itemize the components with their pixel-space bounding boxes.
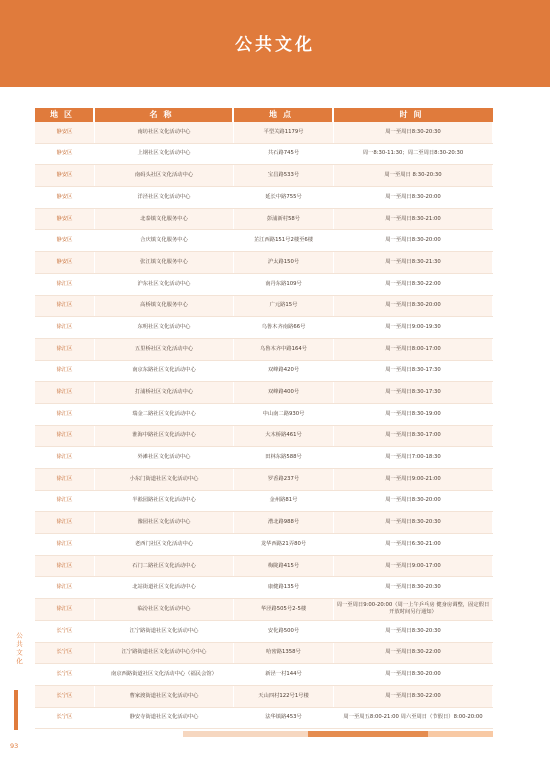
cell-name: 北泰镇文化服务中心 <box>95 209 234 230</box>
cell-name: 张江镇文化服务中心 <box>95 252 234 273</box>
cell-name: 曹家渡街道社区文化活动中心 <box>95 686 234 707</box>
cell-address: 宝昌路533号 <box>234 165 334 186</box>
cell-name: 瑞金二路社区文化活动中心 <box>95 404 234 425</box>
cell-hours: 周一至周日9:00-21:00 <box>334 469 493 490</box>
cell-hours: 周一至周日8:30-20:30 <box>334 512 493 533</box>
cell-address: 彭浦新村58号 <box>234 209 334 230</box>
cell-address: 芷江西路151号2楼至6楼 <box>234 230 334 251</box>
table-row <box>35 404 493 426</box>
cell-hours: 周一至周日8:30-20:30 <box>334 621 493 642</box>
cell-district: 徐汇区 <box>35 599 95 620</box>
cell-district: 徐汇区 <box>35 296 95 317</box>
cell-name: 半淞园路社区文化活动中心 <box>95 491 234 512</box>
cell-hours: 周一至周日8:00-17:00 <box>334 339 493 360</box>
cell-district: 静安区 <box>35 230 95 251</box>
table-row <box>35 274 493 296</box>
table-row <box>35 252 493 274</box>
table-row <box>35 469 493 491</box>
cell-address: 康健路135号 <box>234 577 334 598</box>
cell-name: 南码头社区文化活动中心 <box>95 165 234 186</box>
cell-hours: 周一至周日8:30-22:00 <box>334 643 493 664</box>
page-title: 公共文化 <box>235 35 315 55</box>
table-row <box>35 361 493 383</box>
cell-hours: 周一至周日6:30-21:00 <box>334 534 493 555</box>
cell-name: 打浦桥社区文化活动中心 <box>95 382 234 403</box>
cell-address: 罗香路237号 <box>234 469 334 490</box>
cell-hours: 周一至周日8:30-21:00 <box>334 209 493 230</box>
cell-name: 沪东社区文化活动中心 <box>95 274 234 295</box>
side-accent-bar <box>14 690 18 730</box>
cell-address: 安化路500号 <box>234 621 334 642</box>
header-banner <box>0 0 550 87</box>
cell-address: 漕北路988号 <box>234 512 334 533</box>
cell-district: 徐汇区 <box>35 469 95 490</box>
column-header-district: 地区 <box>35 108 95 122</box>
table-row <box>35 534 493 556</box>
cell-address: 乌鲁木齐中路164号 <box>234 339 334 360</box>
table-row <box>35 122 493 144</box>
table-row <box>35 230 493 252</box>
cell-district: 徐汇区 <box>35 447 95 468</box>
cell-address: 南丹东路109号 <box>234 274 334 295</box>
footer-stripe-pale <box>428 731 493 737</box>
table-row <box>35 708 493 730</box>
cell-address: 天山四村122号1号楼 <box>234 686 334 707</box>
cell-address: 金州路81号 <box>234 491 334 512</box>
table-row <box>35 317 493 339</box>
column-header-hours: 时间 <box>399 110 428 119</box>
cell-name: 高桥镇文化服务中心 <box>95 296 234 317</box>
cell-hours: 周一至周日8:30-19:00 <box>334 404 493 425</box>
cell-address: 共石路745号 <box>234 144 334 165</box>
cell-address: 平型关路1179号 <box>234 122 334 143</box>
cell-address: 双峰路420号 <box>234 361 334 382</box>
cell-hours: 周一至周五8:00-21:00 周六至周日（节假日）8:00-20:00 <box>334 708 493 729</box>
cell-name: 豫园社区文化活动中心 <box>95 512 234 533</box>
cell-hours: 周一至周日8:30-20:00 <box>334 296 493 317</box>
cell-address: 田林东路588号 <box>234 447 334 468</box>
cell-name: 合庆镇文化服务中心 <box>95 230 234 251</box>
cell-name: 老西门社区文化活动中心 <box>95 534 234 555</box>
cell-name: 石门二路社区文化活动中心 <box>95 556 234 577</box>
cell-name: 南京东路社区文化活动中心 <box>95 361 234 382</box>
cell-district: 徐汇区 <box>35 382 95 403</box>
cell-name: 淮海中路社区文化活动中心 <box>95 426 234 447</box>
cell-name: 东明社区文化活动中心 <box>95 317 234 338</box>
table-row <box>35 556 493 578</box>
cell-district: 长宁区 <box>35 643 95 664</box>
cell-district: 徐汇区 <box>35 534 95 555</box>
cell-district: 徐汇区 <box>35 577 95 598</box>
cell-hours: 周一至周日9:00-17:00 <box>334 556 493 577</box>
cell-address: 双峰路400号 <box>234 382 334 403</box>
cell-address: 新泾一村144号 <box>234 664 334 685</box>
cell-hours: 周一至周日8:30-21:30 <box>334 252 493 273</box>
cell-hours: 周一至周日7:00-18:30 <box>334 447 493 468</box>
cell-district: 静安区 <box>35 252 95 273</box>
cell-address: 大木桥路461号 <box>234 426 334 447</box>
cell-hours: 周一至周日9:00-20:00（周一上午乒乓房 健身房调整，固定假日开放时间另行通知） <box>334 599 493 620</box>
cell-name: 江宁路街道社区文化活动中心分中心 <box>95 643 234 664</box>
table-row <box>35 643 493 665</box>
cell-hours: 周一至周日8:30-20:00 <box>334 187 493 208</box>
table-row <box>35 621 493 643</box>
cell-address: 沪太路150号 <box>234 252 334 273</box>
table-row <box>35 491 493 513</box>
cell-district: 徐汇区 <box>35 274 95 295</box>
cell-district: 长宁区 <box>35 686 95 707</box>
cell-hours: 周一至周日8:30-20:00 <box>334 664 493 685</box>
table-row <box>35 664 493 686</box>
cell-district: 长宁区 <box>35 664 95 685</box>
cell-address: 中山南二路930号 <box>234 404 334 425</box>
cell-hours: 周一至周日8:30-20:30 <box>334 122 493 143</box>
table-row <box>35 426 493 448</box>
table-row <box>35 686 493 708</box>
table-header <box>35 108 493 122</box>
cell-name: 江宁路街道社区文化活动中心 <box>95 621 234 642</box>
cell-name: 上钢社区文化活动中心 <box>95 144 234 165</box>
cell-hours: 周一至周日8:30-20:00 <box>334 230 493 251</box>
cell-hours: 周一至周日 8:30-20:30 <box>334 165 493 186</box>
cell-address: 乌鲁木齐南路66号 <box>234 317 334 338</box>
cell-name: 小东门街道社区文化活动中心 <box>95 469 234 490</box>
cell-district: 静安区 <box>35 122 95 143</box>
cell-district: 静安区 <box>35 144 95 165</box>
page-number: 93 <box>10 742 19 750</box>
cell-name: 北站街道社区文化活动中心 <box>95 577 234 598</box>
table-row <box>35 577 493 599</box>
footer-stripe-dark <box>308 731 428 737</box>
cell-district: 徐汇区 <box>35 404 95 425</box>
table-row <box>35 165 493 187</box>
cell-hours: 周一至周日8:30-17:30 <box>334 382 493 403</box>
table-body <box>35 122 493 729</box>
cell-address: 龙华西路21弄80号 <box>234 534 334 555</box>
cell-district: 静安区 <box>35 209 95 230</box>
cell-name: 外滩社区文化活动中心 <box>95 447 234 468</box>
cell-district: 徐汇区 <box>35 361 95 382</box>
cell-name: 南坊社区文化活动中心 <box>95 122 234 143</box>
table-row <box>35 187 493 209</box>
cell-hours: 周一至周日8:30-17:00 <box>334 426 493 447</box>
cell-district: 长宁区 <box>35 708 95 729</box>
cell-district: 静安区 <box>35 165 95 186</box>
cell-hours: 周一至周日8:30-22:00 <box>334 686 493 707</box>
table-row <box>35 447 493 469</box>
cell-address: 哈密路1358号 <box>234 643 334 664</box>
cell-name: 洋泾社区文化活动中心 <box>95 187 234 208</box>
cell-name: 临汾社区文化活动中心 <box>95 599 234 620</box>
cell-address: 延长中路755号 <box>234 187 334 208</box>
cell-district: 徐汇区 <box>35 556 95 577</box>
cell-hours: 周一8:30-11:30；周二至周日8:30-20:30 <box>334 144 493 165</box>
cell-hours: 周一至周日8:30-20:00 <box>334 491 493 512</box>
table-row <box>35 209 493 231</box>
cell-district: 长宁区 <box>35 621 95 642</box>
cell-district: 徐汇区 <box>35 339 95 360</box>
cell-name: 南京西路街道社区文化活动中心（福民会馆） <box>95 664 234 685</box>
side-section-label: 公共文化 <box>15 632 23 666</box>
cell-district: 徐汇区 <box>35 491 95 512</box>
cell-district: 徐汇区 <box>35 317 95 338</box>
table-row <box>35 144 493 166</box>
footer-stripe-light <box>183 731 308 737</box>
cell-hours: 周一至周日8:30-20:30 <box>334 577 493 598</box>
cell-name: 静安寺街道社区文化活动中心 <box>95 708 234 729</box>
cell-address: 广元路15号 <box>234 296 334 317</box>
table-row <box>35 599 493 621</box>
cell-district: 静安区 <box>35 187 95 208</box>
cell-district: 徐汇区 <box>35 426 95 447</box>
cell-district: 徐汇区 <box>35 512 95 533</box>
cell-address: 华泾路505号2-5楼 <box>234 599 334 620</box>
table-row <box>35 382 493 404</box>
column-header-name: 名称 <box>95 108 234 122</box>
table-row <box>35 512 493 534</box>
cell-address: 法华镇路453号 <box>234 708 334 729</box>
column-header-address: 地点 <box>234 108 334 122</box>
cell-hours: 周一至周日9:00-19:30 <box>334 317 493 338</box>
cell-address: 梅陇路415号 <box>234 556 334 577</box>
cell-hours: 周一至周日8:30-22:00 <box>334 274 493 295</box>
table-row <box>35 296 493 318</box>
table-row <box>35 339 493 361</box>
cell-hours: 周一至周日8:30-17:30 <box>334 361 493 382</box>
cell-name: 五里桥社区文化活动中心 <box>95 339 234 360</box>
